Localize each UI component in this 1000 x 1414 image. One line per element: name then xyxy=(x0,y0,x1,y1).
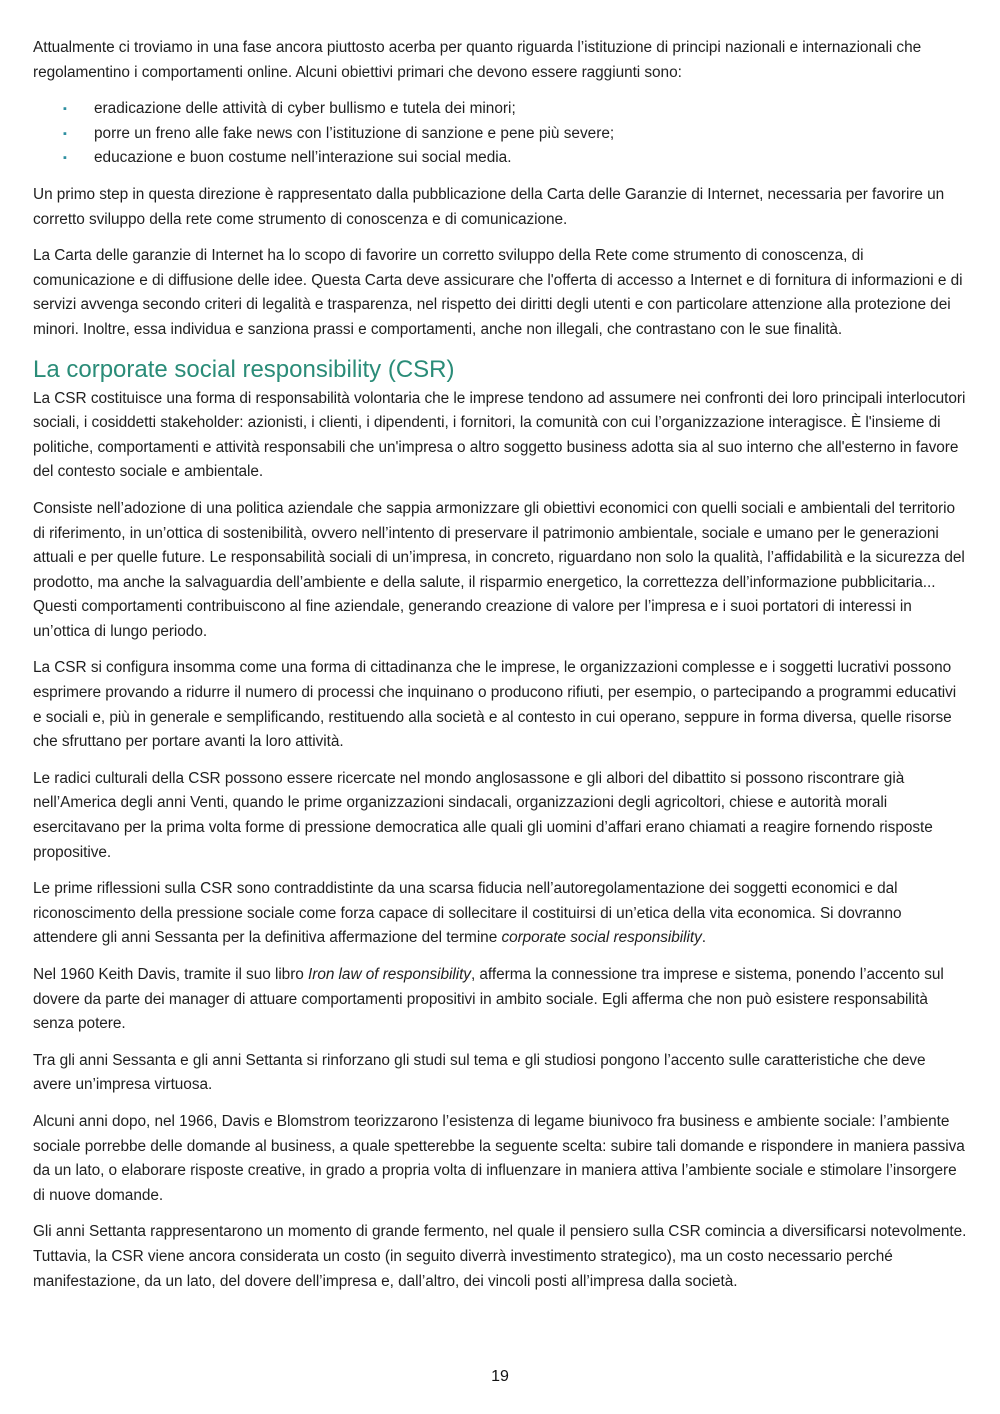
list-item xyxy=(33,122,967,147)
csr-paragraph-8: Alcuni anni dopo, nel 1966, Davis e Blomstrom teorizzarono l’esistenza di legame biunivoco fra business e ambiente sociale: l’ambiente sociale porrebbe delle domande al business, a quale spetterebbe la seguente scelta: subire tali domande e rispondere in maniera passiva da un lato, o elaborare risposte creative, in grado a propria volta di influenzare in maniera attiva l’ambiente sociale e stimolare l’insorgere di nuove domande. xyxy=(33,1112,965,1204)
list-item xyxy=(33,146,967,171)
csr-paragraph-3: La CSR si configura insomma come una forma di cittadinanza che le imprese, le organizzazioni complesse e i soggetti lucrativi possono esprimere provando a ridurre il numero di processi che inquinano o producono rifiuti, per esempio, o partecipando a programmi educativi e sociali e, più in generale e semplificando, restituendo alla società e al contesto in cui operano, seppure in forma diversa, quelle risorse che sfruttano per portare avanti la loro attività. xyxy=(33,659,957,751)
list-item-text: eradicazione delle attività di cyber bullismo e tutela dei minori; xyxy=(94,100,516,118)
csr-paragraph-2: Consiste nell’adozione di una politica aziendale che sappia armonizzare gli obiettivi economici con quelli sociali e ambientali del territorio di riferimento, in un’ottica di sostenibilità, ovvero nell’intento di preservare il patrimonio ambientale, sociale e umano per le generazioni attuali e per quelle future. Le responsabilità sociali di un’impresa, in concreto, riguardano non solo la qualità, l’affidabilità e la sicurezza del prodotto, ma anche la salvaguardia dell’ambiente e della salute, il risparmio energetico, la correttezza dell’informazione pubblicitaria... Questi comportamenti contribuiscono al fine aziendale, generando creazione di valore per l’impresa e i suoi portatori di interessi in un’ottica di lungo periodo. xyxy=(33,499,965,640)
book-title: Iron law of responsibility xyxy=(308,966,471,983)
list-item-text: porre un freno alle fake news con l’istituzione di sanzione e pene più severe; xyxy=(94,124,615,142)
square-bullet-icon: ▪ xyxy=(63,127,67,140)
emphasized-term: corporate social responsibility xyxy=(501,929,702,947)
page-number: 19 xyxy=(491,1368,509,1385)
intro-paragraph-2: Un primo step in questa direzione è rappresentato dalla pubblicazione della Carta delle Garanzie di Internet, necessaria per favorire un corretto sviluppo della rete come strumento di conoscenza e di comunicazione. xyxy=(33,185,945,228)
intro-paragraph-3: La Carta delle garanzie di Internet ha lo scopo di favorire un corretto sviluppo della Rete come strumento di conoscenza, di comunicazione e di diffusione delle idee. Questa Carta deve assicurare che l'offerta di accesso a Internet e di fornitura di informazioni e di servizi avvenga secondo criteri di legalità e trasparenza, nel rispetto dei diritti degli utenti e con particolare attenzione alla protezione dei minori. Inoltre, essa individua e sanziona prassi e comportamenti, anche non illegali, che contrastano con le sue finalità. xyxy=(33,247,963,338)
list-item-text: educazione e buon costume nell’interazione sui social media. xyxy=(94,149,512,167)
list-item xyxy=(33,97,967,122)
paragraph-text: . xyxy=(701,929,707,947)
csr-paragraph-4: Le radici culturali della CSR possono essere ricercate nel mondo anglosassone e gli albori del dibattito si possono riscontrare già nell’America degli anni Venti, quando le prime organizzazioni sindacali, organizzazioni degli agricoltori, chiese e autorità morali esercitavano per la prima volta forme di pressione democratica alle quali gli uomini d’affari erano chiamati a reagire fornendo risposte propositive. xyxy=(33,769,933,861)
csr-paragraph-7: Tra gli anni Sessanta e gli anni Settanta si rinforzano gli studi sul tema e gli studiosi pongono l’accento sulle caratteristiche che deve avere un’impresa virtuosa. xyxy=(33,1051,926,1094)
csr-paragraph-1: La CSR costituisce una forma di responsabilità volontaria che le imprese tendono ad assumere nei confronti dei loro principali interlocutori sociali, i cosiddetti stakeholder: azionisti, i clienti, i dipendenti, i fornitori, la comunità con cui l’organizzazione interagisce. È l'insieme di politiche, comportamenti e attività responsabili che un'impresa o altro soggetto business adotta sia al suo interno che all'esterno in favore del contesto sociale e ambientale. xyxy=(33,389,966,481)
paragraph-text: , afferma la connessione tra imprese e sistema, ponendo l’accento sul dovere da parte dei manager di attuare comportamenti propositivi in ambito sociale. Egli afferma che non può esistere responsabilità senza potere. xyxy=(33,966,944,1033)
csr-paragraph-5 xyxy=(33,877,967,951)
square-bullet-icon: ▪ xyxy=(63,103,67,116)
objectives-list xyxy=(33,97,967,171)
csr-paragraph-6 xyxy=(33,963,967,1037)
paragraph-text: Nel 1960 Keith Davis, tramite il suo libro xyxy=(33,966,309,983)
paragraph-text: Le prime riflessioni sulla CSR sono contraddistinte da una scarsa fiducia nell’autoregolamentazione dei soggetti economici e dal riconoscimento della pressione sociale come forza capace di sollecitare il costituirsi di un’etica della vita economica. Si dovranno attendere gli anni Sessanta per la definitiva affermazione del termine xyxy=(33,880,902,947)
intro-paragraph-1: Attualmente ci troviamo in una fase ancora piuttosto acerba per quanto riguarda l’istituzione di principi nazionali e internazionali che regolamentino i comportamenti online. Alcuni obiettivi primari che devono essere raggiunti sono: xyxy=(33,39,922,81)
section-heading: La corporate social responsibility (CSR) xyxy=(33,355,455,383)
csr-paragraph-9: Gli anni Settanta rappresentarono un momento di grande fermento, nel quale il pensiero sulla CSR comincia a diversificarsi notevolmente. Tuttavia, la CSR viene ancora considerata un costo (in seguito diverrà investimento strategico), ma un costo necessario perché manifestazione, da un lato, del dovere dell’impresa e, dall’altro, dei vincoli posti all’impresa dalla società. xyxy=(33,1223,967,1290)
square-bullet-icon: ▪ xyxy=(63,152,67,165)
document-page xyxy=(33,36,967,1306)
